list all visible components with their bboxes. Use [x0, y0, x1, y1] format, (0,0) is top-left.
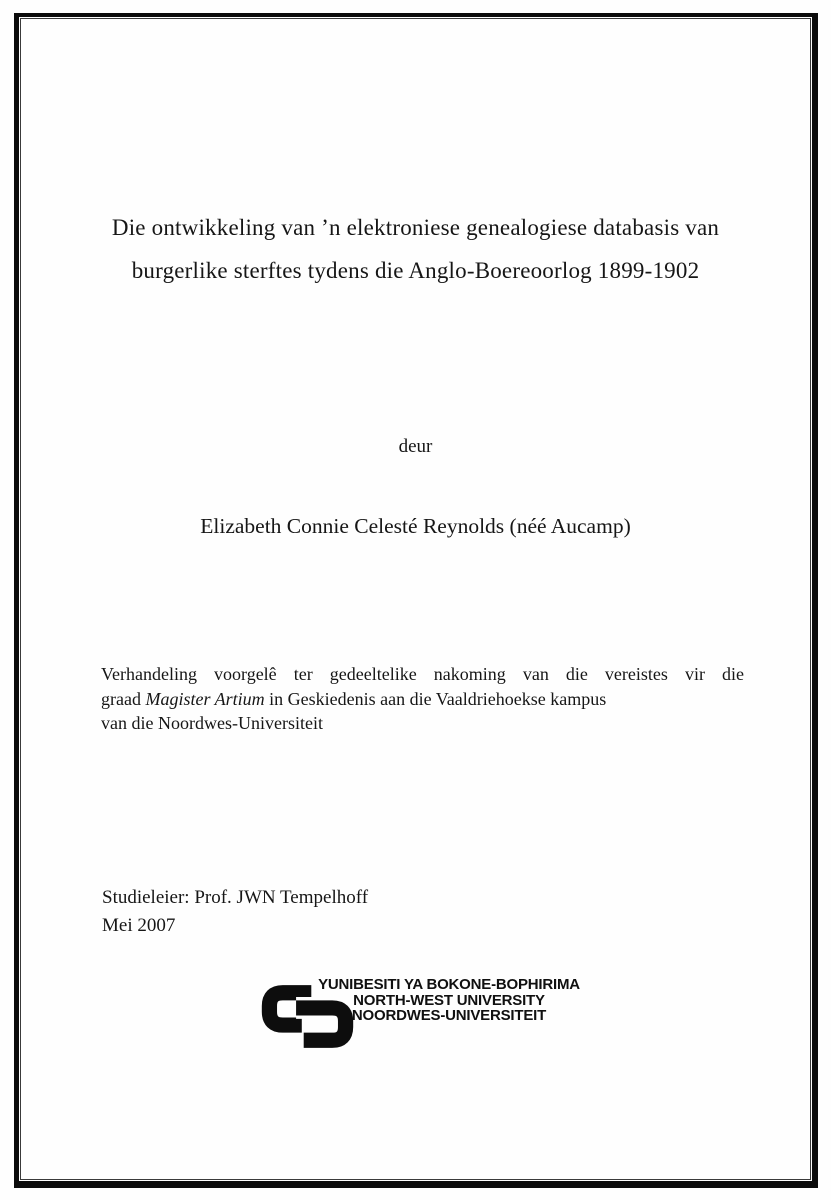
- submission-line-2-post: in Geskiedenis aan die Vaaldriehoekse kampus: [264, 688, 607, 709]
- university-name-afrikaans: NOORDWES-UNIVERSITEIT: [351, 1007, 547, 1024]
- submission-line-1: Verhandeling voorgelê ter gedeeltelike nakoming van die vereistes vir die: [101, 664, 744, 684]
- author-name: Elizabeth Connie Celesté Reynolds (néé Aucamp): [200, 514, 631, 538]
- degree-name: Magister Artium: [145, 688, 265, 709]
- university-logo: [258, 976, 580, 1050]
- university-name-english: NORTH-WEST UNIVERSITY: [353, 991, 545, 1009]
- university-wordmark: [318, 976, 580, 1024]
- supervisor-block: [102, 884, 368, 940]
- thesis-title: [60, 206, 771, 292]
- byline: deur: [398, 436, 433, 457]
- date-line: Mei 2007: [102, 915, 176, 936]
- university-name-setswana: YUNIBESITI YA BOKONE-BOPHIRIMA: [318, 976, 580, 993]
- thesis-title-line-1: Die ontwikkeling van ’n elektroniese genealogiese databasis van: [111, 215, 720, 240]
- submission-line-2: [101, 687, 744, 712]
- thesis-title-line-2: burgerlike sterftes tydens die Anglo-Boereoorlog 1899-1902: [131, 258, 700, 283]
- submission-line-2-pre: graad: [101, 688, 146, 709]
- supervisor-line: Studieleier: Prof. JWN Tempelhoff: [102, 887, 369, 908]
- submission-line-3: van die Noordwes-Universiteit: [101, 713, 323, 733]
- submission-statement: [101, 662, 744, 736]
